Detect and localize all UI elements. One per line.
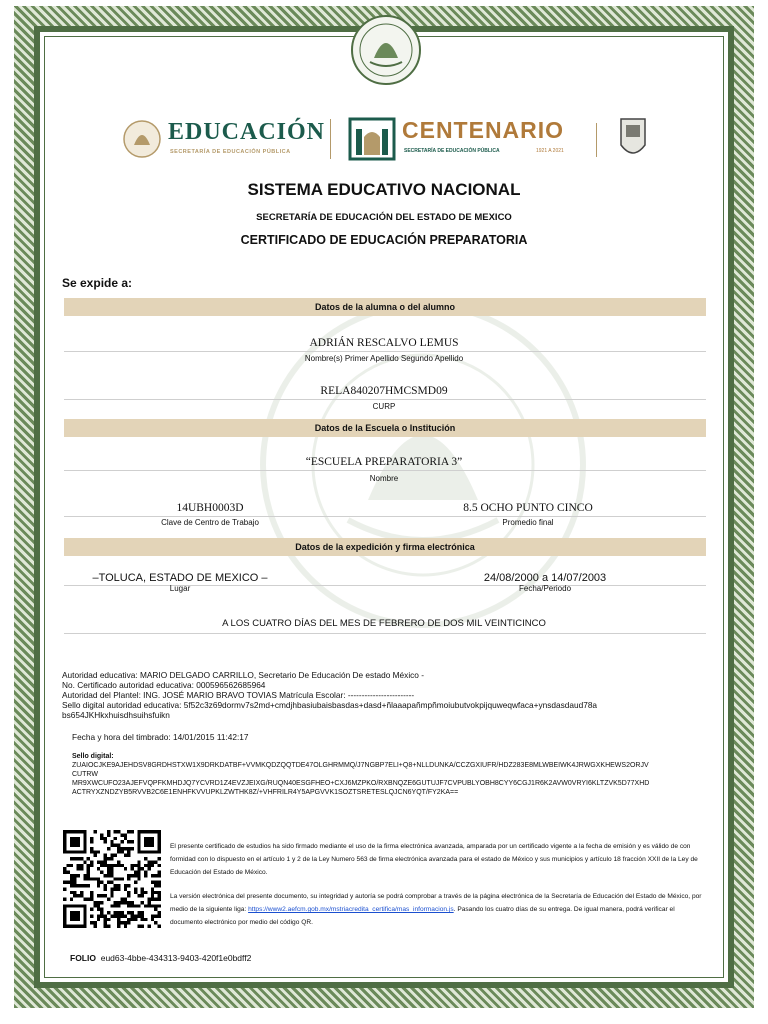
logos-row [118,113,658,169]
campus-authority: Autoridad del Plantel: ING. JOSÉ MARIO BRAVO TOVIAS Matrícula Escolar: ------------------------ [62,690,415,700]
issued-to-label: Se expide a: [62,276,133,290]
digital-seal-line: ZUAIOCJKE9AJEHDSV8GRDHSTXW1X9DRKDATBF+VVMKQDZQQTDE47OLGHRMMQ/J7NGBP7ELI+Q8+NLLDUNKA/CCZGXIUFR/HDZ283E8MLWBEIWK4JRWGXKHEWS2ORJV [72,762,649,769]
school-key: 14UBH0003D [176,502,244,514]
verification-link[interactable]: https://www2.aefcm.gob.mx/mstriacredita_certifica/mas_informacion.js [248,906,454,913]
school-key-caption: Clave de Centro de Trabajo [161,518,259,527]
authority-block [62,670,712,720]
divider [64,633,706,634]
school-name-caption: Nombre [369,474,399,483]
logo-divider-2 [596,123,597,157]
issuing-secretariat: SECRETARÍA DE EDUCACIÓN DEL ESTADO DE MEXICO [256,212,512,223]
sep-eagle-logo-icon [122,117,162,161]
authority-digital-seal: Sello digital autoridad educativa: 5f52c3z69dormv7s2md+cmdjhbasiubaisbasdas+dasd+ñlaaapañmpñmoiubutvokpijquweqwfaca+ynsdasdaud78a [62,700,598,710]
period-caption: Fecha/Periodo [518,584,572,593]
qr-code-icon[interactable] [63,830,161,928]
national-seal-icon [344,10,428,90]
certificate-type: CERTIFICADO DE EDUCACIÓN PREPARATORIA [240,233,528,247]
school-section-header: Datos de la Escuela o Institución [64,419,706,437]
digital-seal-line: ACTRYXZNDZYB5RVVB2C6E1ENHFKVVUPKLZWTHK8Z/+VHFRILR4Y5APGVVK1SOZTSRETESLQJCN6YQT/FY2KA== [72,789,459,796]
authority-digital-seal-cont: bs654JKHkxhuisdhsuihsfuikn [62,710,170,720]
student-curp: RELA840207HMCSMD09 [320,385,448,397]
folio-value: eud63-4bbe-434313-9403-420f1e0bdff2 [100,953,252,963]
educacion-logo-subtitle: SECRETARÍA DE EDUCACIÓN PÚBLICA [170,149,291,155]
centenario-logo-subtitle: SECRETARÍA DE EDUCACIÓN PÚBLICA [404,148,500,154]
school-name: “ESCUELA PREPARATORIA 3” [305,456,463,468]
expedition-section-header: Datos de la expedición y firma electrónica [64,538,706,556]
authority-name: Autoridad educativa: MARIO DELGADO CARRILLO, Secretario De Educación De estado México - [62,670,424,680]
final-average: 8.5 OCHO PUNTO CINCO [463,502,593,514]
student-section-header: Datos de la alumna o del alumno [64,298,706,316]
centenario-years: 1921 A 2021 [536,148,564,154]
verification-text: La versión electrónica del presente documento, su integridad y autoría se podrá comprobar a través de la página electrónica de la Secretaría de Educación del Estado de México, por medio de la siguiente liga: [170,893,702,913]
divider [64,351,706,352]
folio-label: FOLIO [70,953,96,963]
digital-seal-line: MR9XWCUFO23AJEFVQPFKMHDJQ7YCVRD1Z4EVZJEIXG/RUQN40ESGFHEO+CXJ6MZPKO/RXBNQZE6GUTUJF7CVPUBLYOBH8CYY6CGJ1R6K2AVW0VRYI6KLTZVK5D77XHD [72,780,650,787]
legal-notice: El presente certificado de estudios ha sido firmado mediante el uso de la firma electrónica avanzada, amparada por un certificado vigente a la fecha de emisión y es válido de con formidad con lo dispuesto en el artículo 1 y 2 de la Ley Numero 563 de firma electrónica avanzada para el estado de México y sus municipios y artículo 18 fracción XXII de la Ley de Educación del Estado de México. [170,843,698,876]
student-name-caption: Nombre(s) Primer Apellido Segundo Apellido [304,354,464,363]
page-title: SISTEMA EDUCATIVO NACIONAL [247,180,521,199]
divider [64,516,706,517]
digital-seal-line: CUTRW [72,771,98,778]
curp-caption: CURP [372,402,396,411]
stamp-datetime: Fecha y hora del timbrado: 14/01/2015 11:42:17 [72,732,249,742]
centenario-logo-text: CENTENARIO [402,117,565,143]
issue-date-text: A LOS CUATRO DÍAS DEL MES DE FEBRERO DE DOS MIL VEINTICINCO [222,618,546,629]
digital-seal-label: Sello digital: [72,753,114,760]
verification-text-end: . Pasando los cuatro días de su entrega. De igual manera, podrá verificar el documento electrónico por medio del código QR. [170,906,675,926]
folio [70,953,251,963]
divider [64,399,706,400]
verification-notice [170,890,704,929]
state-coat-of-arms-icon [618,115,648,163]
centenario-building-icon [348,115,396,163]
period: 24/08/2000 a 14/07/2003 [483,572,607,584]
issue-place: –TOLUCA, ESTADO DE MEXICO – [92,572,268,584]
logo-divider [330,119,331,159]
divider [64,470,706,471]
digital-seal-block [72,761,692,797]
student-name: ADRIÁN RESCALVO LEMUS [309,337,459,349]
final-average-caption: Promedio final [502,518,554,527]
authority-certificate-number: No. Certificado autoridad educativa: 000596562685964 [62,680,266,690]
issue-place-caption: Lugar [169,584,191,593]
educacion-logo-text: EDUCACIÓN [168,119,326,145]
